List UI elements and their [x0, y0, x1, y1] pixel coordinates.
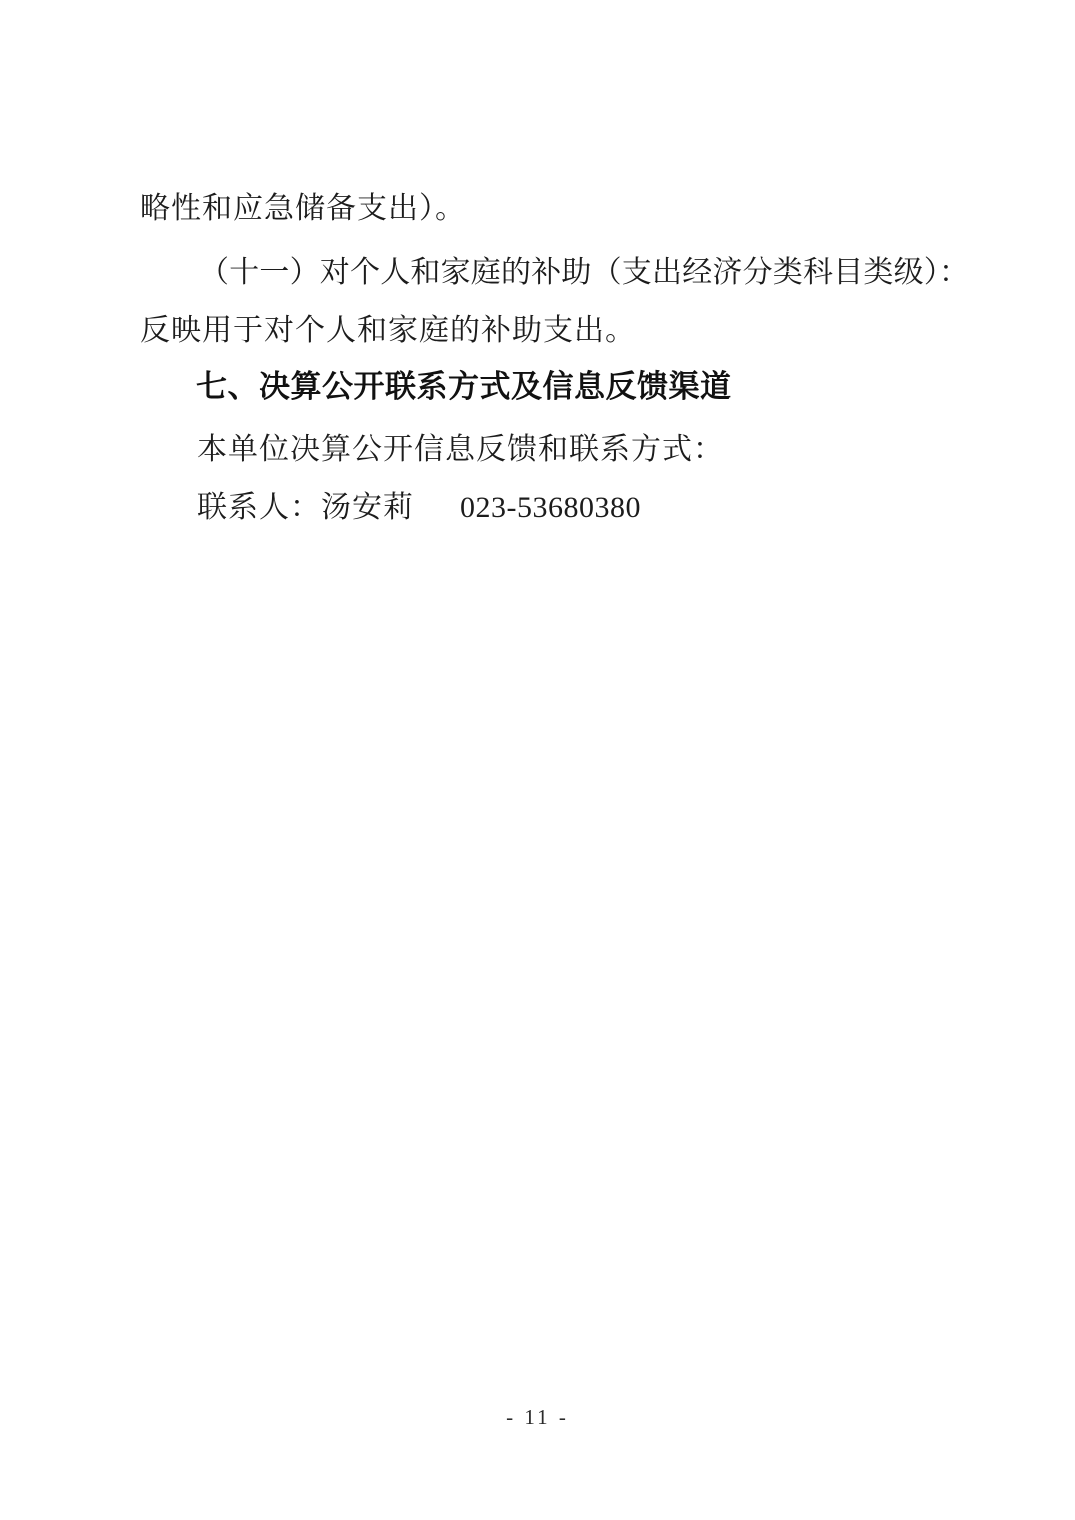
contact-intro-line: 本单位决算公开信息反馈和联系方式： [197, 433, 724, 466]
section-heading: 七、决算公开联系方式及信息反馈渠道 [196, 369, 732, 404]
paragraph-overflow-line: 略性和应急储备支出）。 [140, 192, 466, 225]
contact-phone: 023-53680380 [460, 491, 641, 524]
item-eleven-continuation: 反映用于对个人和家庭的补助支出。 [140, 314, 636, 347]
contact-line [197, 491, 641, 525]
contact-person-label: 联系人：汤安莉 [197, 491, 414, 524]
item-eleven-line: （十一）对个人和家庭的补助（支出经济分类科目类级）： [199, 256, 970, 289]
page-number: - 11 - [506, 1405, 569, 1429]
